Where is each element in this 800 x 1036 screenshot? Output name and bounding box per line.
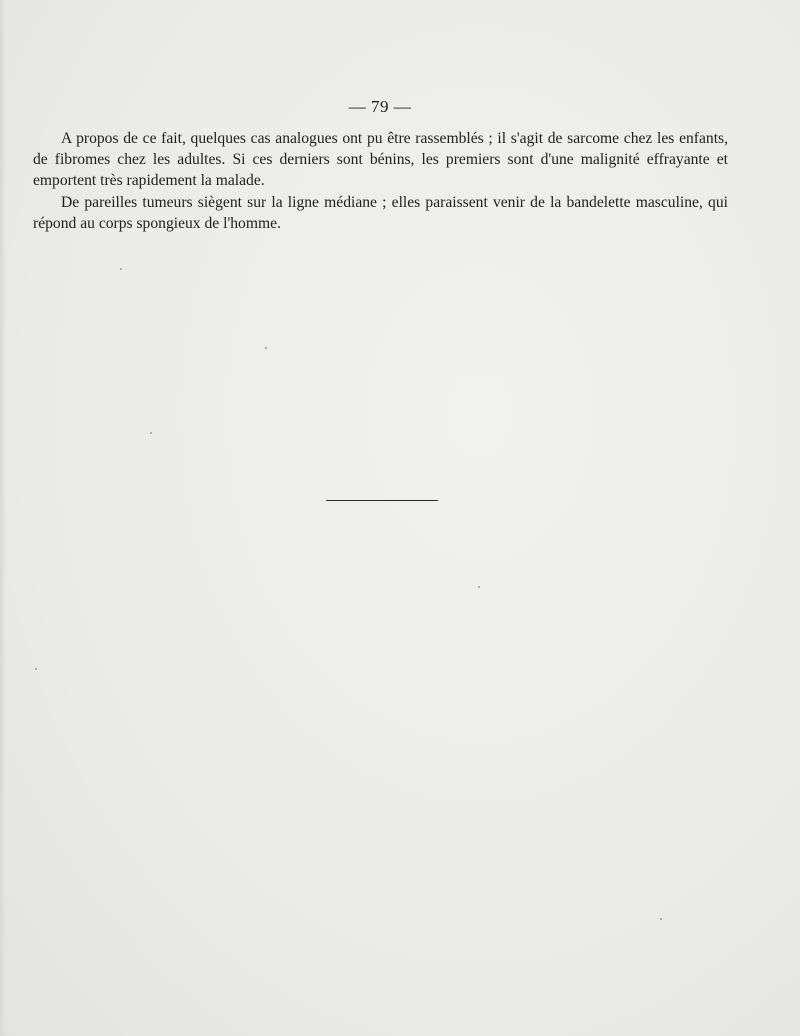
- paper-speck: [120, 268, 122, 270]
- paper-speck: [660, 918, 662, 920]
- paragraph-1: A propos de ce fait, quelques cas analogues ont pu être rassemblés ; il s'agit de sarcome chez les enfants, de fibromes chez les adultes. Si ces derniers sont bénins, les premiers sont d'une malignité effrayante et emportent très rapidement la malade.: [33, 130, 728, 190]
- paper-speck: [35, 668, 37, 670]
- page-edge-shadow: [0, 0, 6, 1036]
- paper-speck: [478, 586, 480, 588]
- body-text: [33, 128, 728, 234]
- paragraph-2: De pareilles tumeurs siègent sur la ligne médiane ; elles paraissent venir de la bandelette masculine, qui répond au corps spongieux de l'homme.: [33, 193, 728, 232]
- section-divider: [326, 500, 438, 501]
- page-number: — 79 —: [348, 97, 412, 116]
- paper-speck: [150, 432, 152, 434]
- paper-speck: [265, 347, 267, 349]
